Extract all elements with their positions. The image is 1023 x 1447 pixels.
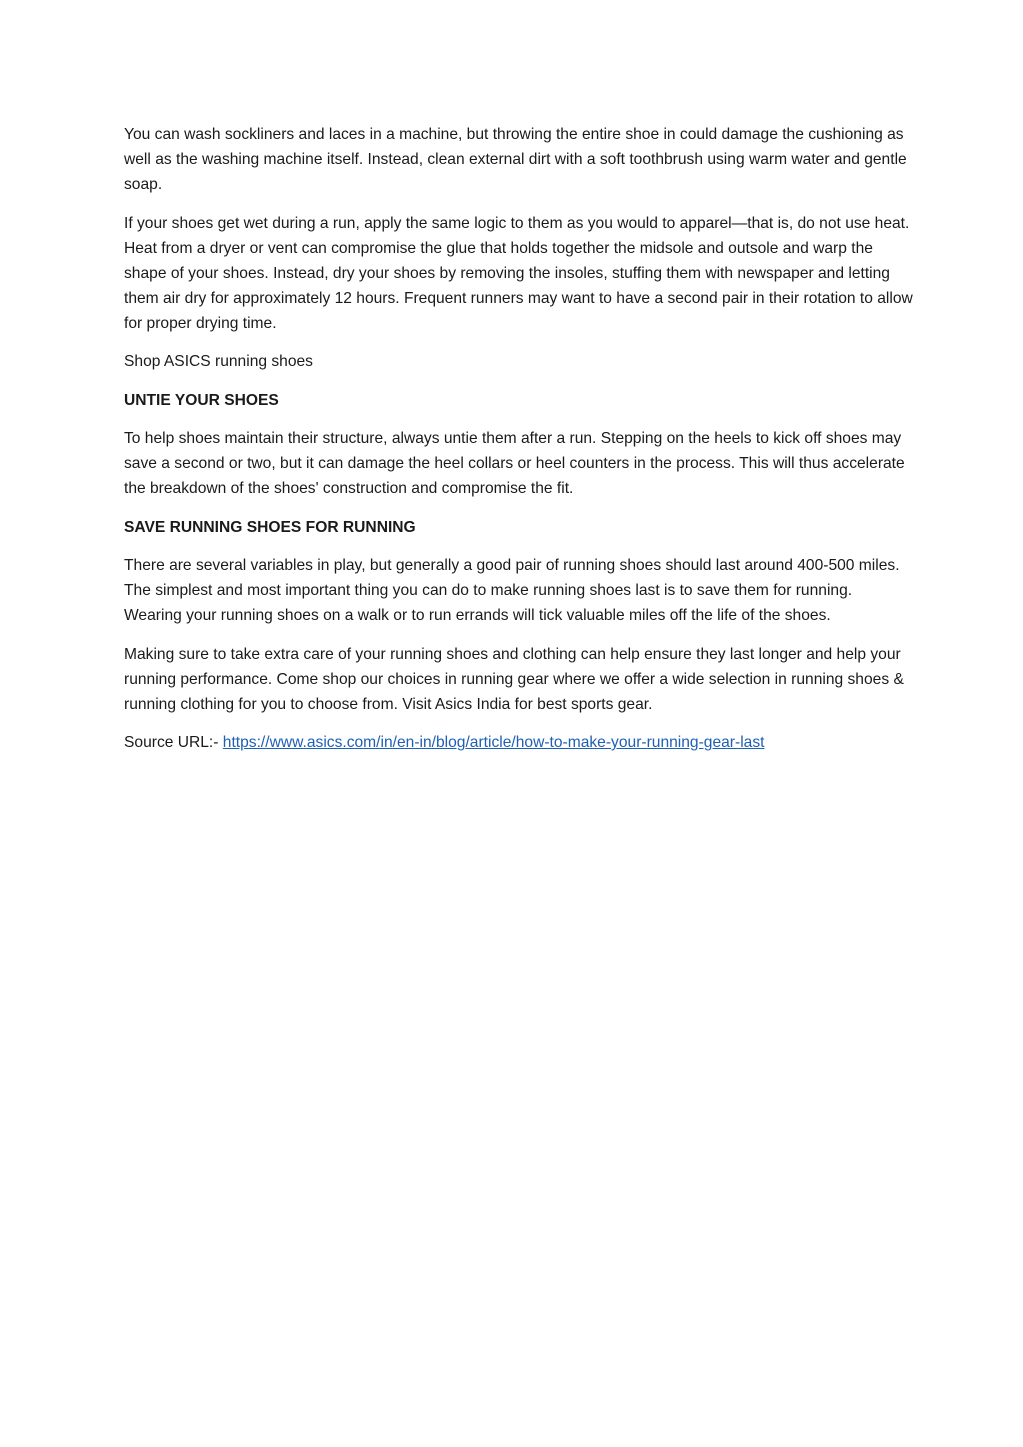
source-line <box>124 730 914 755</box>
paragraph-mileage: There are several variables in play, but generally a good pair of running shoes should last around 400-500 miles. The simplest and most important thing you can do to make running shoes last is to save them for running. Wearing your running shoes on a walk or to run errands will tick valuable miles off the life of the shoes. <box>124 557 900 624</box>
paragraph-closing: Making sure to take extra care of your running shoes and clothing can help ensure they last longer and help your running performance. Come shop our choices in running gear where we offer a wide selection in running shoes & running clothing for you to choose from. Visit Asics India for best sports gear. <box>124 645 904 713</box>
source-link[interactable]: https://www.asics.com/in/en-in/blog/article/how-to-make-your-running-gear-last <box>222 734 765 751</box>
paragraph-untie: To help shoes maintain their structure, always untie them after a run. Stepping on the heels to kick off shoes may save a second or two, but it can damage the heel collars or heel counters in the process. This will thus accelerate the breakdown of the shoes' construction and compromise the fit. <box>124 430 905 497</box>
source-label: Source URL:- <box>124 734 223 751</box>
heading-untie-your-shoes: UNTIE YOUR SHOES <box>124 391 279 409</box>
paragraph-washing: You can wash sockliners and laces in a machine, but throwing the entire shoe in could damage the cushioning as well as the washing machine itself. Instead, clean external dirt with a soft toothbrush using warm water and gentle soap. <box>124 126 907 193</box>
heading-save-running-shoes: SAVE RUNNING SHOES FOR RUNNING <box>124 518 416 536</box>
shop-asics-text: Shop ASICS running shoes <box>124 353 313 370</box>
paragraph-drying: If your shoes get wet during a run, apply the same logic to them as you would to apparel—that is, do not use heat. Heat from a dryer or vent can compromise the glue that holds together the midsole and outsole and warp the shape of your shoes. Instead, dry your shoes by removing the insoles, stuffing them with newspaper and letting them air dry for approximately 12 hours. Frequent runners may want to have a second pair in their rotation to allow for proper drying time. <box>124 214 913 332</box>
document-body <box>124 122 914 769</box>
